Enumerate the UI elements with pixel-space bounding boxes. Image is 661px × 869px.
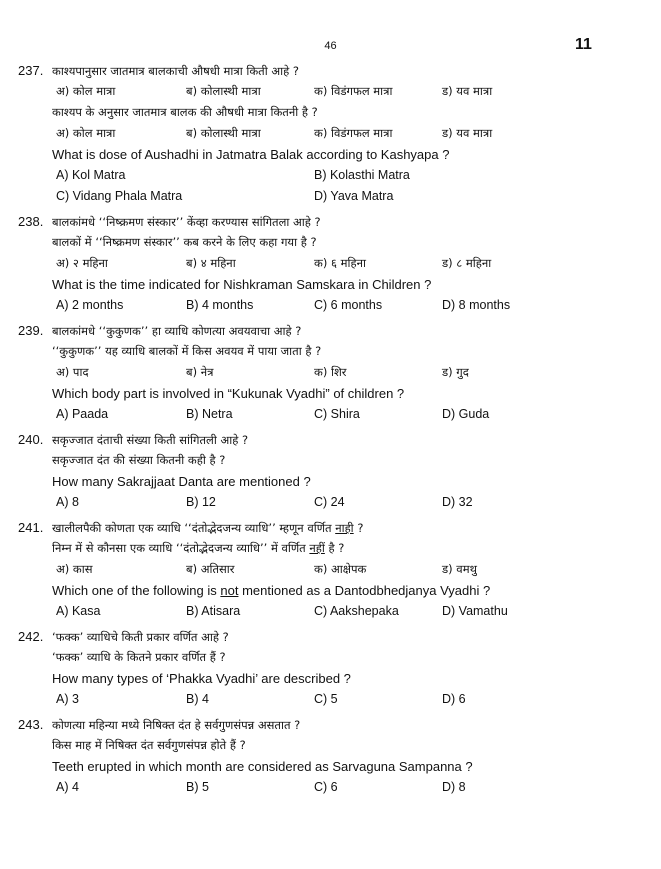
option-c: C) Shira bbox=[314, 407, 360, 421]
question-text-hindi: बालकों में ‘‘निष्क्रमण संस्कार’’ कब करने के लिए कहा गया है ? bbox=[52, 235, 317, 249]
question-243 bbox=[18, 714, 638, 798]
option-c: क) ६ महिना bbox=[314, 256, 366, 270]
option-d: ड) यव मात्रा bbox=[442, 126, 493, 140]
question-number: 238. bbox=[18, 214, 44, 229]
question-list bbox=[18, 60, 638, 802]
option-d: ड) यव मात्रा bbox=[442, 84, 493, 98]
question-number: 242. bbox=[18, 629, 44, 644]
options-devanagari bbox=[18, 362, 638, 383]
question-text-marathi: 243. कोणत्या महिन्या मध्ये निषिक्त दंत हे सर्वगुणसंपन्न असतात ? bbox=[18, 714, 638, 735]
option-b: B) 5 bbox=[186, 780, 209, 794]
option-c: क) शिर bbox=[314, 365, 347, 379]
option-d: D) Guda bbox=[442, 407, 490, 421]
option-b: B) 12 bbox=[186, 495, 216, 509]
question-text-english: Which body part is involved in “Kukunak Vyadhi” of children ? bbox=[52, 386, 405, 401]
option-d: D) 6 bbox=[442, 692, 466, 706]
options-marathi bbox=[18, 81, 638, 102]
options-devanagari bbox=[18, 559, 638, 580]
page-number: 46 bbox=[324, 40, 337, 52]
question-242 bbox=[18, 626, 638, 710]
option-a: A) 2 months bbox=[56, 298, 124, 312]
options-english bbox=[18, 492, 638, 513]
question-number: 239. bbox=[18, 323, 44, 338]
option-a: A) Kol Matra bbox=[56, 168, 126, 182]
option-b: B) 4 months bbox=[186, 298, 254, 312]
option-a: अ) २ महिना bbox=[56, 256, 108, 270]
option-c: क) विडंगफल मात्रा bbox=[314, 84, 393, 98]
options-devanagari bbox=[18, 253, 638, 274]
question-text-english: Which one of the following is not mentioned as a Dantodbhedjanya Vyadhi ? bbox=[52, 583, 491, 598]
option-a: अ) कास bbox=[56, 562, 93, 576]
option-d: D) 8 months bbox=[442, 298, 511, 312]
question-237 bbox=[18, 60, 638, 207]
option-b: ब) कोलास्थी मात्रा bbox=[186, 84, 261, 98]
option-a: A) 4 bbox=[56, 780, 79, 794]
question-text-marathi: 241. खालीलपैकी कोणता एक व्याधि ‘‘दंतोद्भेदजन्य व्याधि’’ म्हणून वर्णित नाही ? bbox=[18, 517, 638, 538]
question-text-marathi: 237. काश्यपानुसार जातमात्र बालकाची औषधी मात्रा किती आहे ? bbox=[18, 60, 638, 81]
option-a: A) Kasa bbox=[56, 604, 101, 618]
options-english bbox=[18, 777, 638, 798]
option-d: ड) वमथु bbox=[442, 562, 477, 576]
question-text-marathi: 242. ‘फक्क’ व्याधिचे किती प्रकार वर्णित आहे ? bbox=[18, 626, 638, 647]
question-text-english: What is the time indicated for Nishkraman Samskara in Children ? bbox=[52, 277, 432, 292]
options-english-row1 bbox=[18, 165, 638, 186]
options-english bbox=[18, 689, 638, 710]
question-text-hindi: सकृज्जात दंत की संख्या कितनी कही है ? bbox=[52, 453, 226, 467]
question-text-english: Teeth erupted in which month are considered as Sarvaguna Sampanna ? bbox=[52, 759, 473, 774]
options-hindi bbox=[18, 123, 638, 144]
options-english bbox=[18, 601, 638, 622]
question-text-marathi: 239. बालकांमधे ‘‘कुकुणक’’ हा व्याधि कोणत्या अवयवाचा आहे ? bbox=[18, 320, 638, 341]
option-a: A) Paada bbox=[56, 407, 109, 421]
question-240 bbox=[18, 429, 638, 513]
option-b: ब) ४ महिना bbox=[186, 256, 236, 270]
option-c: C) Aakshepaka bbox=[314, 604, 399, 618]
options-english-row2 bbox=[18, 186, 638, 207]
option-c: C) Vidang Phala Matra bbox=[56, 189, 183, 203]
option-b: ब) अतिसार bbox=[186, 562, 235, 576]
option-c: क) विडंगफल मात्रा bbox=[314, 126, 393, 140]
option-d: D) Yava Matra bbox=[314, 189, 394, 203]
option-d: D) 8 bbox=[442, 780, 466, 794]
option-b: ब) कोलास्थी मात्रा bbox=[186, 126, 261, 140]
booklet-code: 11 bbox=[575, 36, 592, 53]
option-d: D) Vamathu bbox=[442, 604, 508, 618]
option-c: C) 5 bbox=[314, 692, 338, 706]
question-text-english: How many Sakrajjaat Danta are mentioned ? bbox=[52, 474, 311, 489]
question-241 bbox=[18, 517, 638, 622]
question-text-marathi: 240. सकृज्जात दंताची संख्या किती सांगितली आहे ? bbox=[18, 429, 638, 450]
question-text-hindi: निम्न में से कौनसा एक व्याधि ‘‘दंतोद्भेदजन्य व्याधि’’ में वर्णित नहीं है ? bbox=[52, 541, 345, 555]
question-text-hindi: काश्यप के अनुसार जातमात्र बालक की औषधी मात्रा कितनी है ? bbox=[52, 105, 318, 119]
option-c: C) 24 bbox=[314, 495, 345, 509]
option-b: B) Netra bbox=[186, 407, 233, 421]
question-text-hindi: किस माह में निषिक्त दंत सर्वगुणसंपन्न होते हैं ? bbox=[52, 738, 246, 752]
option-d: ड) गुद bbox=[442, 365, 469, 379]
question-text-hindi: ‘फक्क’ व्याधि के कितने प्रकार वर्णित हैं ? bbox=[52, 650, 226, 664]
option-d: ड) ८ महिना bbox=[442, 256, 492, 270]
question-number: 241. bbox=[18, 520, 44, 535]
question-number: 237. bbox=[18, 63, 44, 78]
option-a: A) 8 bbox=[56, 495, 79, 509]
option-a: अ) कोल मात्रा bbox=[56, 84, 116, 98]
option-b: ब) नेत्र bbox=[186, 365, 214, 379]
question-text-hindi: ‘‘कुकुणक’’ यह व्याधि बालकों में किस अवयव में पाया जाता है ? bbox=[52, 344, 322, 358]
question-text-marathi: 238. बालकांमधे ‘‘निष्क्रमण संस्कार’’ केंव्हा करण्यास सांगितला आहे ? bbox=[18, 211, 638, 232]
question-number: 243. bbox=[18, 717, 44, 732]
question-number: 240. bbox=[18, 432, 44, 447]
option-d: D) 32 bbox=[442, 495, 473, 509]
option-c: क) आक्षेपक bbox=[314, 562, 367, 576]
option-b: B) 4 bbox=[186, 692, 209, 706]
options-english bbox=[18, 404, 638, 425]
option-a: अ) कोल मात्रा bbox=[56, 126, 116, 140]
option-c: C) 6 bbox=[314, 780, 338, 794]
question-text-english: What is dose of Aushadhi in Jatmatra Balak according to Kashyapa ? bbox=[52, 147, 450, 162]
option-b: B) Atisara bbox=[186, 604, 241, 618]
options-english bbox=[18, 295, 638, 316]
question-239 bbox=[18, 320, 638, 425]
option-a: अ) पाद bbox=[56, 365, 89, 379]
option-a: A) 3 bbox=[56, 692, 79, 706]
option-c: C) 6 months bbox=[314, 298, 383, 312]
option-b: B) Kolasthi Matra bbox=[314, 168, 410, 182]
question-238 bbox=[18, 211, 638, 316]
question-text-english: How many types of ‘Phakka Vyadhi’ are described ? bbox=[52, 671, 351, 686]
